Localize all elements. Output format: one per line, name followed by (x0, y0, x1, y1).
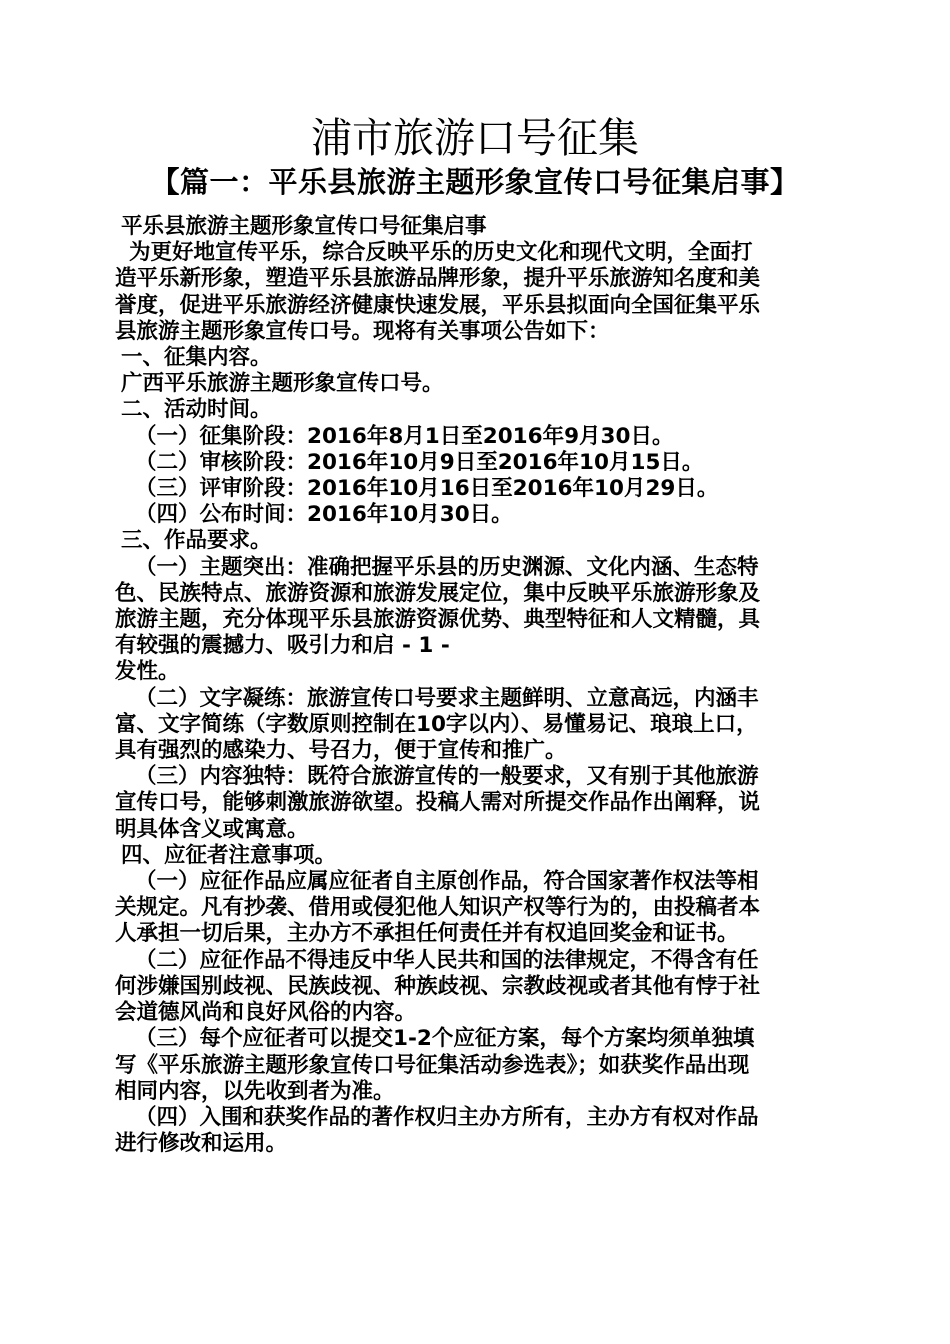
schedule-item: （三）评审阶段：2016年10月16日至2016年10月29日。 (135, 476, 719, 502)
paragraph-line: 何涉嫌国别歧视、民族歧视、种族歧视、宗教歧视或者其他有悖于社 (115, 973, 761, 999)
paragraph-line: 造平乐新形象，塑造平乐县旅游品牌形象，提升平乐旅游知名度和美 (115, 266, 761, 292)
section-heading: 一、征集内容。 (121, 345, 272, 371)
paragraph-line: 发性。 (115, 659, 180, 685)
paragraph-line: 相同内容，以先收到者为准。 (115, 1078, 395, 1104)
paragraph-line: 誉度，促进平乐旅游经济健康快速发展，平乐县拟面向全国征集平乐 (115, 292, 761, 318)
paragraph-line: （三）每个应征者可以提交1-2个应征方案，每个方案均须单独填 (135, 1026, 755, 1052)
paragraph-line: （四）入围和获奖作品的著作权归主办方所有，主办方有权对作品 (135, 1104, 759, 1130)
paragraph-line: （一）主题突出：准确把握平乐县的历史渊源、文化内涵、生态特 (135, 554, 759, 580)
paragraph-line: 富、文字简练（字数原则控制在10字以内）、易懂易记、琅琅上口， (115, 711, 758, 737)
paragraph-line: 进行修改和运用。 (115, 1131, 288, 1157)
schedule-item: （四）公布时间：2016年10月30日。 (135, 502, 513, 528)
page-subtitle: 【篇一：平乐县旅游主题形象宣传口号征集启事】 (150, 165, 800, 199)
schedule-item: （一）征集阶段：2016年8月1日至2016年9月30日。 (135, 423, 674, 449)
paragraph-line: 宣传口号，能够刺激旅游欲望。投稿人需对所提交作品作出阐释，说 (115, 790, 761, 816)
section-heading: 二、活动时间。 (121, 397, 272, 423)
section-heading: 四、应征者注意事项。 (121, 842, 337, 868)
paragraph-line: （二）文字凝练：旅游宣传口号要求主题鲜明、立意高远，内涵丰 (135, 685, 759, 711)
paragraph-line: 县旅游主题形象宣传口号。现将有关事项公告如下： (115, 318, 610, 344)
paragraph-line: （二）应征作品不得违反中华人民共和国的法律规定，不得含有任 (135, 947, 759, 973)
paragraph-line: 明具体含义或寓意。 (115, 816, 309, 842)
paragraph-line: 旅游主题，充分体现平乐县旅游资源优势、典型特征和人文精髓，具 (115, 607, 761, 633)
paragraph-line: 具有强烈的感染力、号召力，便于宣传和推广。 (115, 738, 567, 764)
paragraph-line: 有较强的震撼力、吸引力和启 - 1 - (115, 633, 450, 659)
section-heading: 三、作品要求。 (121, 528, 272, 554)
paragraph-line: 会道德风尚和良好风俗的内容。 (115, 1000, 417, 1026)
paragraph-line: 色、民族特点、旅游资源和旅游发展定位，集中反映平乐旅游形象及 (115, 580, 761, 606)
paragraph-line: （三）内容独特：既符合旅游宣传的一般要求，又有别于其他旅游 (135, 764, 759, 790)
paragraph-line: 为更好地宣传平乐，综合反映平乐的历史文化和现代文明，全面打 (129, 240, 753, 266)
paragraph-line: 广西平乐旅游主题形象宣传口号。 (121, 371, 444, 397)
notice-heading: 平乐县旅游主题形象宣传口号征集启事 (121, 214, 487, 239)
paragraph-line: 关规定。凡有抄袭、借用或侵犯他人知识产权等行为的，由投稿者本 (115, 895, 761, 921)
document-body (115, 214, 835, 1157)
page-title: 浦市旅游口号征集 (311, 114, 639, 162)
paragraph-line: 写《平乐旅游主题形象宣传口号征集活动参选表》；如获奖作品出现 (115, 1052, 750, 1078)
paragraph-line: （一）应征作品应属应征者自主原创作品，符合国家著作权法等相 (135, 869, 759, 895)
paragraph-line: 人承担一切后果，主办方不承担任何责任并有权追回奖金和证书。 (115, 921, 739, 947)
schedule-item: （二）审核阶段：2016年10月9日至2016年10月15日。 (135, 449, 704, 475)
